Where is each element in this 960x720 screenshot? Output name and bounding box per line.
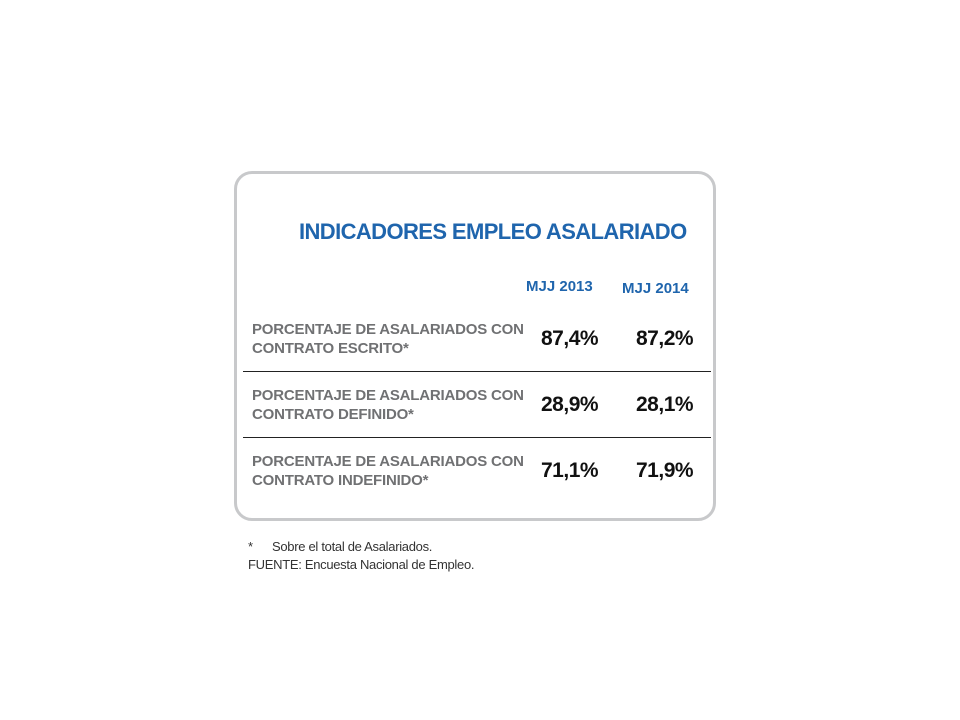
row-label-line: CONTRATO DEFINIDO* — [252, 406, 414, 423]
value-2014: 71,9% — [636, 459, 694, 482]
table-row — [243, 384, 711, 436]
row-label-line: CONTRATO INDEFINIDO* — [252, 472, 429, 489]
row-label — [252, 452, 522, 490]
table-row — [243, 450, 711, 502]
footnote — [248, 538, 474, 556]
column-header-2013: MJJ 2013 — [526, 278, 593, 295]
value-2013: 87,4% — [541, 327, 599, 350]
source-note: FUENTE: Encuesta Nacional de Empleo. — [248, 557, 475, 572]
row-divider — [243, 437, 711, 438]
value-2014: 87,2% — [636, 327, 694, 350]
row-divider — [243, 371, 711, 372]
card-title: INDICADORES EMPLEO ASALARIADO — [299, 219, 687, 244]
row-label-line: PORCENTAJE DE ASALARIADOS CON — [252, 321, 524, 338]
value-2013: 71,1% — [541, 459, 599, 482]
footnotes — [248, 538, 474, 574]
row-label — [252, 386, 522, 424]
footnote-text: Sobre el total de Asalariados. — [272, 539, 433, 554]
row-label-line: CONTRATO ESCRITO* — [252, 340, 409, 357]
value-2013: 28,9% — [541, 393, 599, 416]
footnote-marker: * — [248, 539, 253, 554]
row-label-line: PORCENTAJE DE ASALARIADOS CON — [252, 387, 524, 404]
row-label — [252, 320, 522, 358]
table-row — [243, 318, 711, 370]
value-2014: 28,1% — [636, 393, 694, 416]
column-header-2014: MJJ 2014 — [622, 280, 689, 297]
row-label-line: PORCENTAJE DE ASALARIADOS CON — [252, 453, 524, 470]
